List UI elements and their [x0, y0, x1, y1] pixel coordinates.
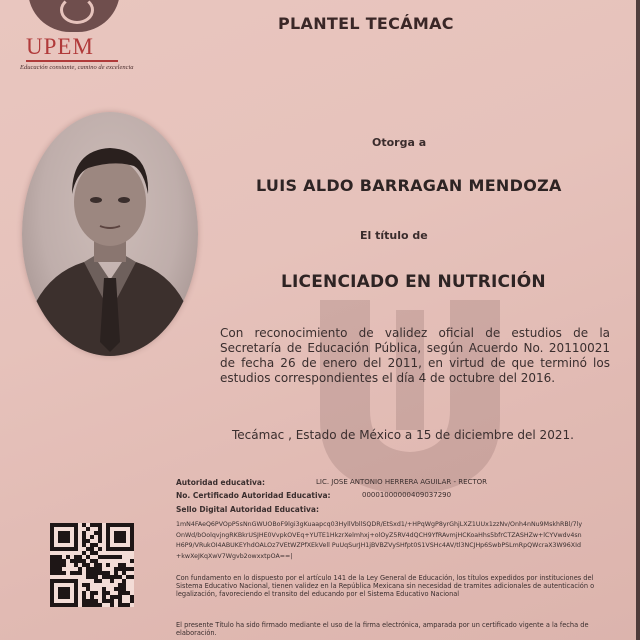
cert-number-value: 00001000000409037290 [362, 491, 452, 499]
recipient-name: LUIS ALDO BARRAGAN MENDOZA [256, 176, 562, 195]
graduate-photo [22, 112, 198, 356]
photo-edge-shadow [636, 0, 640, 640]
upem-logo-text: UPEM [26, 34, 94, 59]
grants-label: Otorga a [372, 136, 427, 149]
authority-value: LIC. JOSE ANTONIO HERRERA AGUILAR - RECTOR [316, 478, 488, 486]
cert-number-label: No. Certificado Autoridad Educativa: [176, 491, 331, 500]
degree-title: LICENCIADO EN NUTRICIÓN [281, 272, 546, 292]
campus-heading: PLANTEL TECÁMAC [278, 14, 454, 33]
title-intro: El título de [360, 229, 428, 242]
portrait-illustration [22, 112, 198, 356]
logo-underline [26, 60, 118, 62]
logo-motto: Educación constante, camino de excelencia [20, 64, 134, 71]
electronic-signature-note: El presente Título ha sido firmado mediante el uso de la firma electrónica, amparada por un certificado vigente a la fecha de elaboración. [176, 621, 589, 637]
qr-code[interactable] [50, 523, 134, 607]
place-and-date: Tecámac , Estado de México a 15 de diciembre del 2021. [232, 428, 574, 442]
authority-label: Autoridad educativa: [176, 478, 265, 487]
recognition-text: Con reconocimiento de validez oficial de estudios de la Secretaría de Educación Pública, según Acuerdo No. 20110021 de fecha 26 de enero del 2011, en virtud de que terminó los estudios correspondientes el día 4 de octubre del 2016. [220, 326, 610, 385]
watermark-crest [300, 290, 520, 500]
qr-pattern [50, 523, 134, 607]
upem-logo-emblem [28, 0, 120, 32]
legal-basis-text: Con fundamento en lo dispuesto por el artículo 141 de la Ley General de Educación, los títulos expedidos por instituciones del Sistema Educativo Nacional, tienen validez en la República Mexicana sin necesidad de tramites adicionales de autenticación o legalización, favoreciendo el transito del educando por el Sistema Educativo Nacional [176, 574, 595, 598]
digital-seal-label: Sello Digital Autoridad Educativa: [176, 505, 319, 514]
digital-seal-value: 1mN4FAeQ6PVOpP5sNnGWUOBoF9lgi3gKuaapcq03HyllVbllSQDR/EtSxd1/+HPqWgP8yrGhjLXZ1UUx1zzNv/Onh4nNu9MskhRBl/7lyOnWd/bOolqvjngRKBkrUSJHE0VvpkOVEq+YUTE1HkzrXelmhxj+olOyZ5RV4dQCH9YfRAvmjHCKoaHhs5bfrCTZASHZw+lCYVwdv4snH6P9/VRukOI4ABUKEYhdOALOz7VEtWZPfXEkVell PuUqSurJH1jBVBZVySHfpt0S1VSHc4AV/tl3NCJHp6SwbPSLmRpQWcraX3W96XId+kwXeJKqXwV7Wgvb2owxxtpOA==| [176, 521, 583, 560]
